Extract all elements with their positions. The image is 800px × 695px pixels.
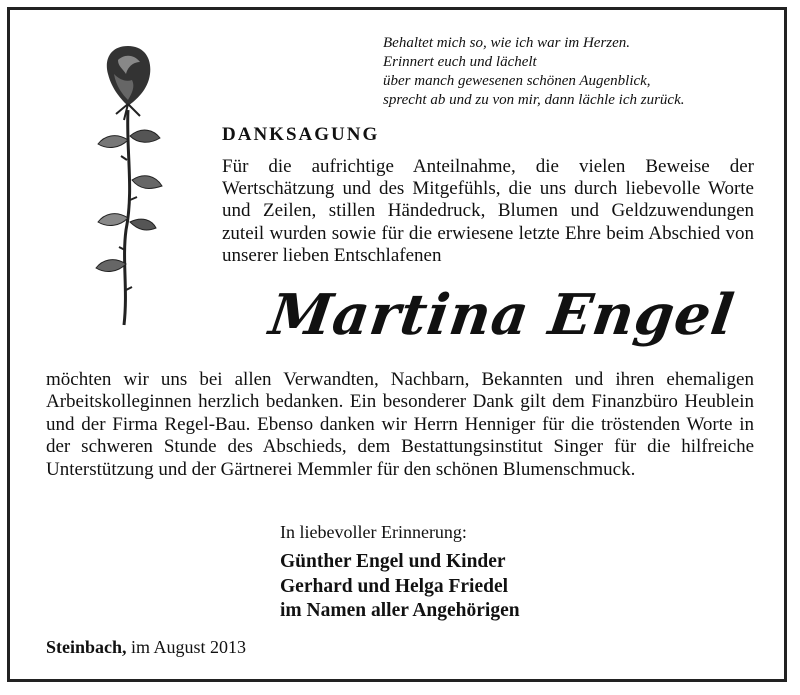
poem-line: Behaltet mich so, wie ich war im Herzen.	[383, 35, 631, 51]
signer-line: Gerhard und Helga Friedel	[280, 575, 509, 597]
signer-line: im Namen aller Angehörigen	[280, 600, 520, 621]
signers	[280, 550, 520, 624]
place-date	[46, 637, 246, 658]
intro-paragraph: Für die aufrichtige Anteilnahme, die vielen Beweise der Wertschätzung und des Mitgefühls, die uns durch liebevolle Worte und Zeilen, stillen Händedruck, Blumen und Geldzuwendungen zuteil wurden sowie für die erwiesene letzte Ehre beim Abschied von unserer lieben Entschlafenen	[222, 156, 754, 266]
poem-line: Erinnert euch und lächelt	[383, 54, 537, 70]
rose-icon	[88, 40, 168, 330]
thanks-paragraph: möchten wir uns bei allen Verwandten, Nachbarn, Bekannten und ihren ehemaligen Arbeitskolleginnen herzlich bedanken. Ein besonderer Dank gilt dem Finanzbüro Heublein und der Firma Regel-Bau. Ebenso danken wir Herrn Henniger für die tröstenden Worte in der schweren Stunde des Abschieds, dem Bestattungsinstitut Singer für die hilfreiche Unterstützung und der Gärtnerei Memmler für den schönen Blumenschmuck.	[46, 369, 754, 480]
memory-line: In liebevoller Erinnerung:	[280, 522, 467, 542]
poem	[383, 34, 773, 110]
heading: DANKSAGUNG	[222, 124, 380, 145]
date: im August 2013	[131, 637, 247, 657]
poem-line: sprecht ab und zu von mir, dann lächle ich zurück.	[383, 92, 685, 108]
poem-line: über manch gewesenen schönen Augenblick,	[383, 73, 651, 89]
deceased-name: Martina Engel	[265, 282, 739, 348]
place: Steinbach,	[46, 637, 127, 657]
signer-line: Günther Engel und Kinder	[280, 551, 506, 572]
